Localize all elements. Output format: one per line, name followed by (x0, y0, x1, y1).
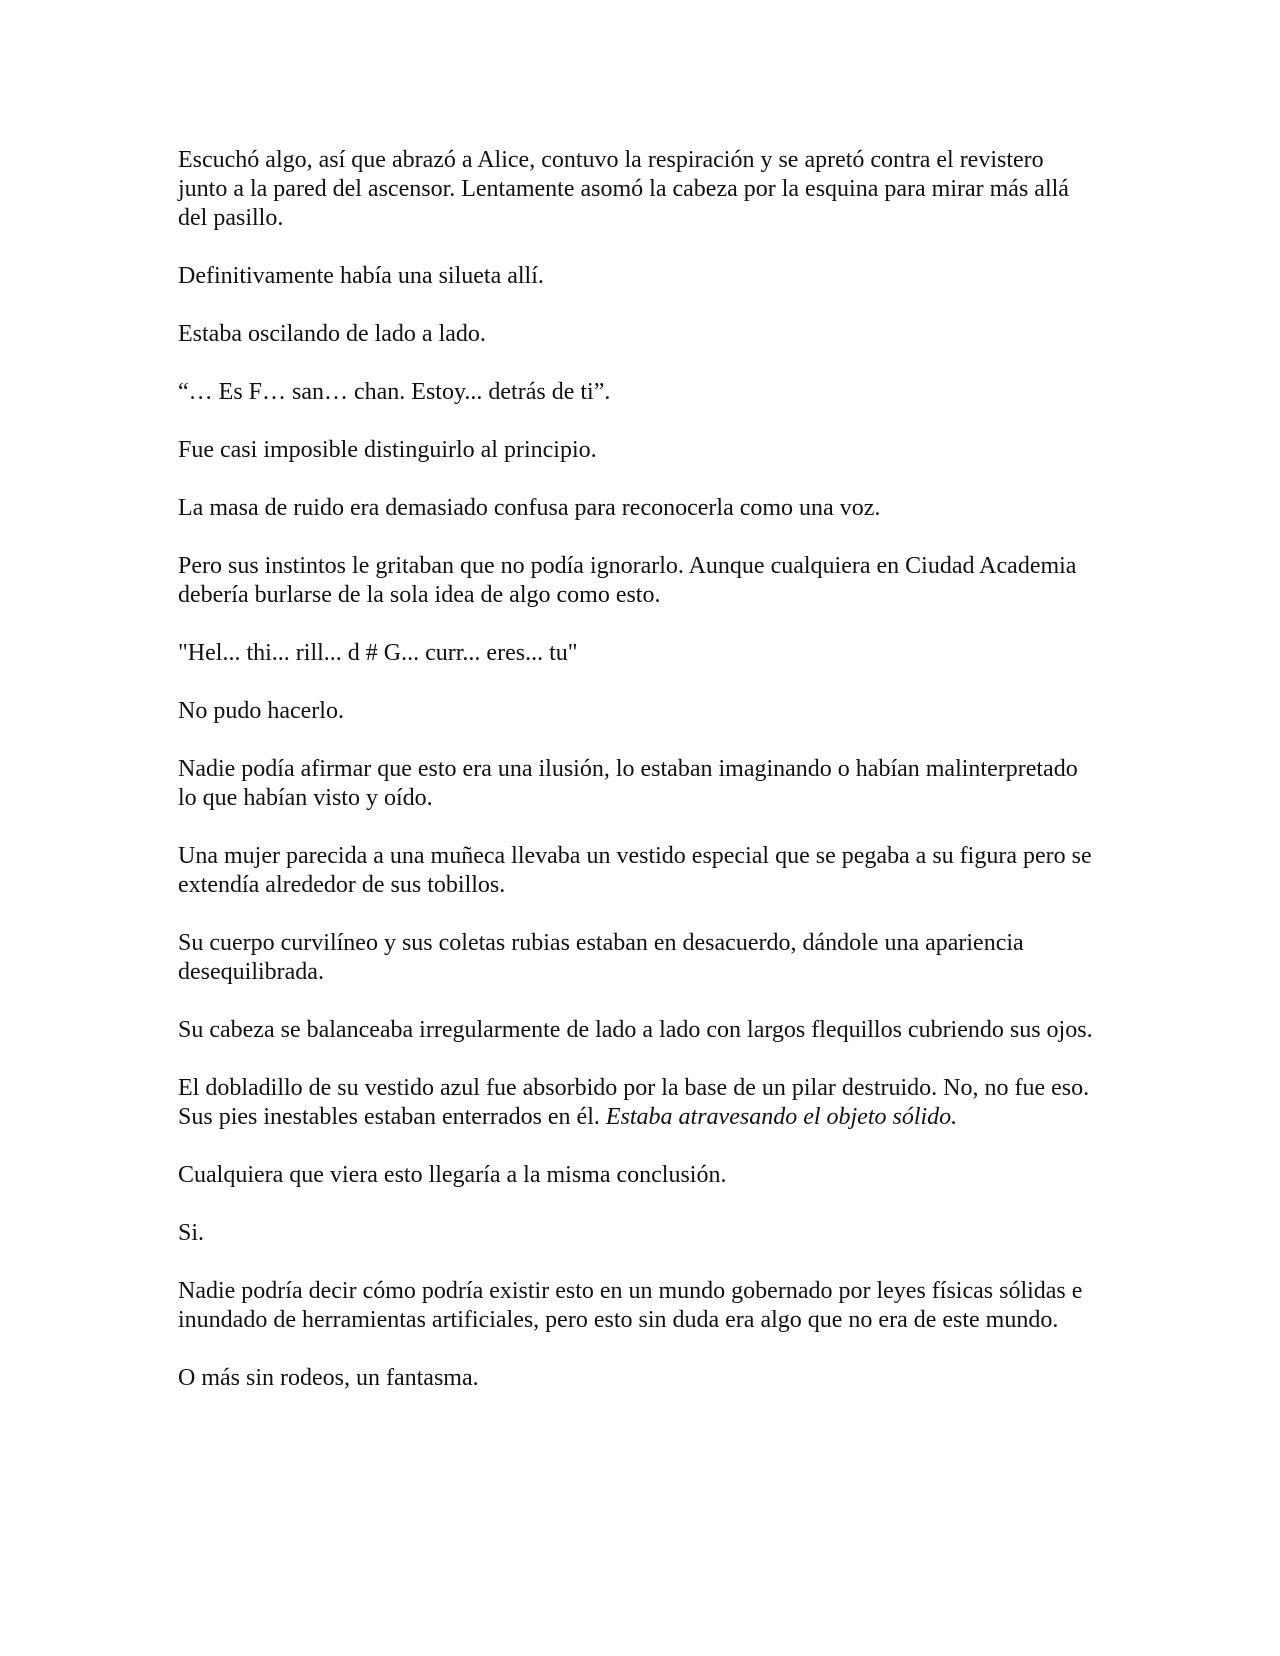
paragraph-5: Fue casi imposible distinguirlo al principio. (178, 437, 597, 463)
paragraph-14 (178, 1074, 1098, 1132)
paragraph-15: Cualquiera que viera esto llegaría a la misma conclusión. (178, 1162, 727, 1188)
paragraph-14-italic: Estaba atravesando el objeto sólido. (605, 1104, 958, 1130)
paragraph-16: Si. (178, 1220, 205, 1246)
paragraph-8: "Hel... thi... rill... d # G... curr... eres... tu" (178, 640, 578, 666)
paragraph-3: Estaba oscilando de lado a lado. (178, 321, 486, 347)
paragraph-2: Definitivamente había una silueta allí. (178, 263, 544, 289)
paragraph-11: Una mujer parecida a una muñeca llevaba un vestido especial que se pegaba a su figura pero se extendía alrededor de sus tobillos. (178, 843, 1092, 898)
paragraph-18: O más sin rodeos, un fantasma. (178, 1365, 479, 1391)
paragraph-4: “… Es F… san… chan. Estoy... detrás de ti”. (178, 379, 611, 405)
document-page (178, 146, 1098, 1422)
paragraph-12: Su cuerpo curvilíneo y sus coletas rubias estaban en desacuerdo, dándole una apariencia desequilibrada. (178, 930, 1024, 985)
paragraph-10: Nadie podía afirmar que esto era una ilusión, lo estaban imaginando o habían malinterpretado lo que habían visto y oído. (178, 756, 1078, 811)
paragraph-17: Nadie podría decir cómo podría existir esto en un mundo gobernado por leyes físicas sólidas e inundado de herramientas artificiales, pero esto sin duda era algo que no era de este mundo. (178, 1278, 1083, 1333)
paragraph-14-text: El dobladillo de su vestido azul fue absorbido por la base de un pilar destruido. No, no fue eso. Sus pies inestables estaban enterrados en él. (178, 1075, 1090, 1130)
paragraph-1: Escuchó algo, así que abrazó a Alice, contuvo la respiración y se apretó contra el revistero junto a la pared del ascensor. Lentamente asomó la cabeza por la esquina para mirar más allá del pasillo. (178, 147, 1069, 231)
paragraph-7: Pero sus instintos le gritaban que no podía ignorarlo. Aunque cualquiera en Ciudad Academia debería burlarse de la sola idea de algo como esto. (178, 553, 1077, 608)
paragraph-13: Su cabeza se balanceaba irregularmente de lado a lado con largos flequillos cubriendo sus ojos. (178, 1017, 1093, 1043)
paragraph-9: No pudo hacerlo. (178, 698, 344, 724)
paragraph-6: La masa de ruido era demasiado confusa para reconocerla como una voz. (178, 495, 881, 521)
